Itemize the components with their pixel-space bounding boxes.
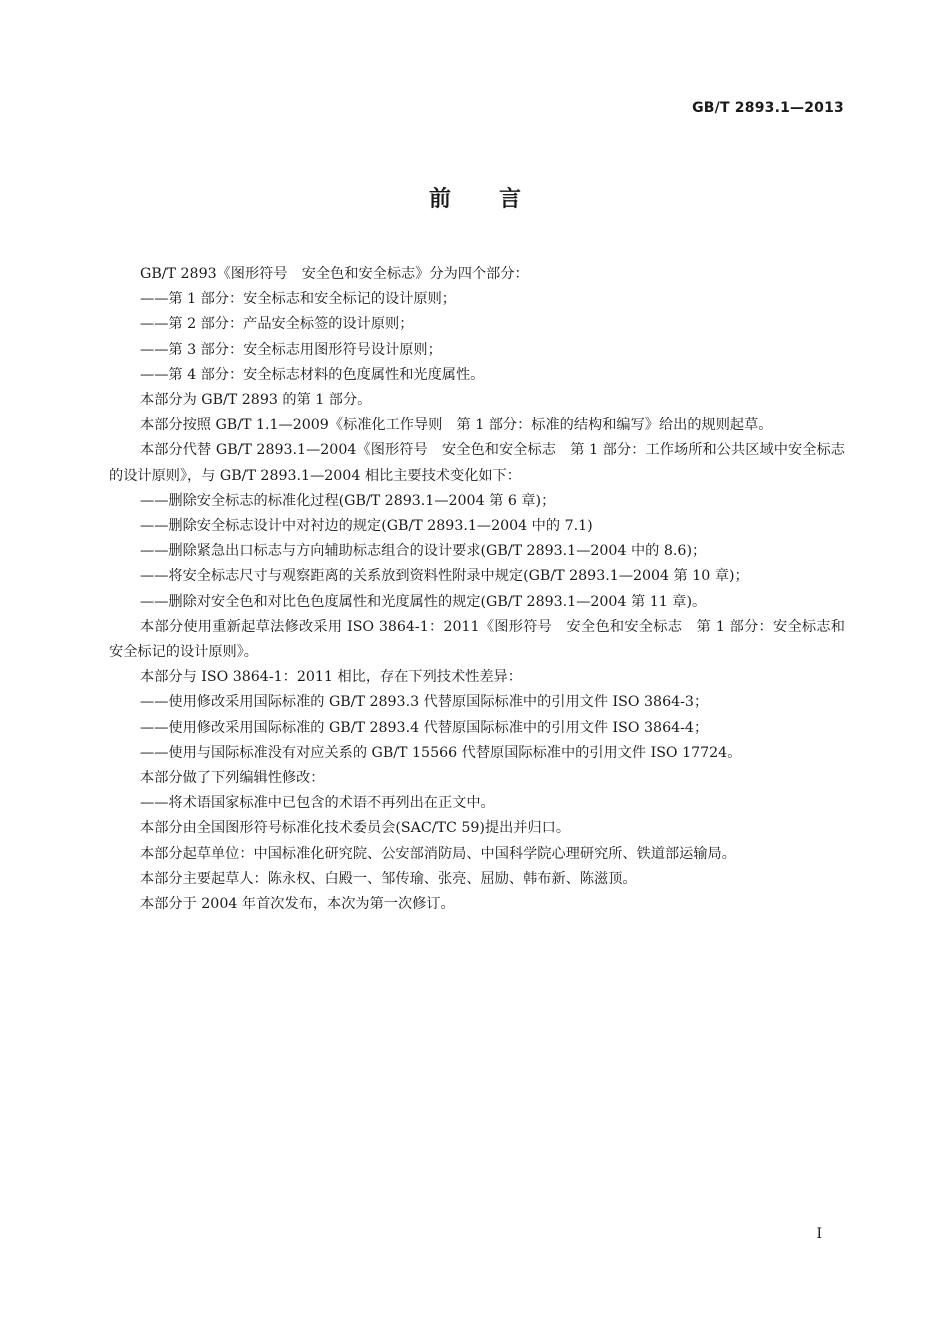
paragraph: 本部分使用重新起草法修改采用 ISO 3864-1：2011《图形符号 安全色和安全标志 第 1 部分：安全标志和安全标记的设计原则》。 (109, 618, 845, 661)
paragraph: 本部分于 2004 年首次发布，本次为第一次修订。 (140, 896, 455, 913)
list-item: ——第 3 部分：安全标志用图形符号设计原则； (140, 341, 442, 358)
list-item: ——删除对安全色和对比色色度属性和光度属性的规定(GB/T 2893.1—2004 第 11 章)。 (140, 593, 707, 610)
list-item: ——第 2 部分：产品安全标签的设计原则； (140, 316, 414, 333)
list-item: ——将安全标志尺寸与观察距离的关系放到资料性附录中规定(GB/T 2893.1—2004 第 10 章)； (140, 568, 749, 585)
paragraph: 本部分代替 GB/T 2893.1—2004《图形符号 安全色和安全标志 第 1 部分：工作场所和公共区域中安全标志的设计原则》，与 GB/T 2893.1—2004 相比主要技术变化如下： (109, 442, 845, 484)
list-item: ——使用修改采用国际标准的 GB/T 2893.4 代替原国际标准中的引用文件 ISO 3864-4； (140, 719, 709, 736)
foreword-body (109, 262, 845, 917)
list-item: ——删除紧急出口标志与方向辅助标志组合的设计要求(GB/T 2893.1—2004 中的 8.6)； (140, 543, 707, 560)
list-item: ——删除安全标志设计中对衬边的规定(GB/T 2893.1—2004 中的 7.1) (140, 518, 593, 535)
list-item: ——第 4 部分：安全标志材料的色度属性和光度属性。 (140, 366, 485, 383)
paragraph: 本部分按照 GB/T 1.1—2009《标准化工作导则 第 1 部分：标准的结构和编写》给出的规则起草。 (140, 417, 773, 434)
list-item: ——第 1 部分：安全标志和安全标记的设计原则； (140, 291, 456, 308)
paragraph: 本部分做了下列编辑性修改： (140, 770, 325, 787)
page-number: I (816, 1226, 822, 1242)
list-item: ——使用修改采用国际标准的 GB/T 2893.3 代替原国际标准中的引用文件 ISO 3864-3； (140, 694, 709, 711)
paragraph: 本部分为 GB/T 2893 的第 1 部分。 (140, 392, 372, 409)
list-item: ——使用与国际标准没有对应关系的 GB/T 15566 代替原国际标准中的引用文件 ISO 17724。 (140, 744, 742, 761)
list-item: ——将术语国家标准中已包含的术语不再列出在正文中。 (140, 795, 495, 812)
paragraph: 本部分由全国图形符号标准化技术委员会(SAC/TC 59)提出并归口。 (140, 820, 571, 837)
paragraph: 本部分主要起草人：陈永权、白殿一、邹传瑜、张亮、屈励、韩布新、陈滋顶。 (140, 870, 637, 887)
page-title: 前言 (428, 187, 569, 212)
list-item: ——删除安全标志的标准化过程(GB/T 2893.1—2004 第 6 章)； (140, 492, 556, 509)
paragraph: GB/T 2893《图形符号 安全色和安全标志》分为四个部分： (140, 266, 529, 282)
standard-number: GB/T 2893.1—2013 (692, 100, 844, 116)
paragraph: 本部分起草单位：中国标准化研究院、公安部消防局、中国科学院心理研究所、铁道部运输局。 (140, 845, 736, 862)
paragraph: 本部分与 ISO 3864-1：2011 相比，存在下列技术性差异： (140, 669, 522, 686)
